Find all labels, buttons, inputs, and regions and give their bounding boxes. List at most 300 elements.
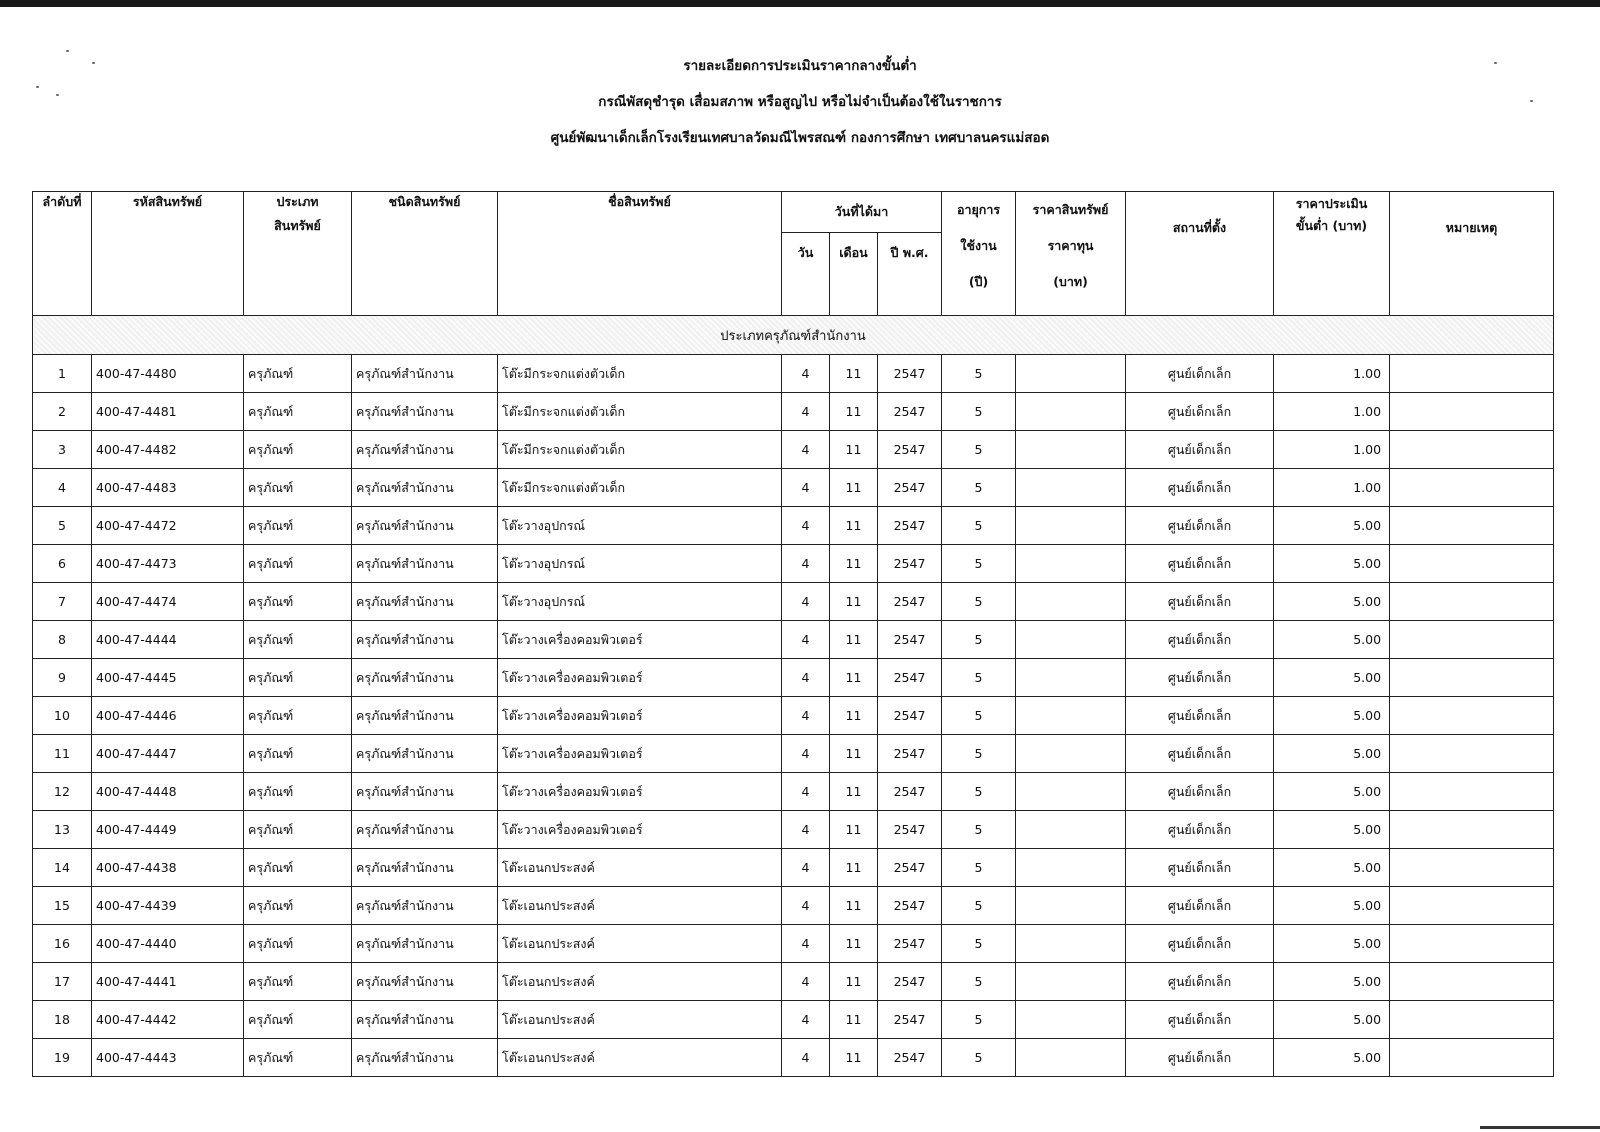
cell-location: ศูนย์เด็กเล็ก — [1126, 963, 1274, 1001]
header-min-evaluation — [1274, 192, 1390, 316]
cell-asset-name: โต๊ะเอนกประสงค์ — [498, 925, 782, 963]
cell-asset-kind: ครุภัณฑ์สำนักงาน — [352, 697, 498, 735]
cell-asset-name: โต๊ะวางอุปกรณ์ — [498, 583, 782, 621]
asset-evaluation-table — [32, 191, 1554, 1077]
document-header — [0, 48, 1600, 156]
table-row — [33, 811, 1554, 849]
cell-seq: 11 — [33, 735, 92, 773]
cell-year: 2547 — [878, 545, 942, 583]
table-row — [33, 849, 1554, 887]
cell-useful-life: 5 — [942, 697, 1016, 735]
cell-remark — [1390, 849, 1554, 887]
cell-asset-code: 400-47-4449 — [92, 811, 244, 849]
cell-useful-life: 5 — [942, 735, 1016, 773]
cell-asset-kind: ครุภัณฑ์สำนักงาน — [352, 393, 498, 431]
cell-min-evaluation: 5.00 — [1274, 849, 1390, 887]
cell-month: 11 — [830, 963, 878, 1001]
cell-seq: 17 — [33, 963, 92, 1001]
cell-location: ศูนย์เด็กเล็ก — [1126, 431, 1274, 469]
cell-remark — [1390, 621, 1554, 659]
cell-day: 4 — [782, 621, 830, 659]
cell-asset-kind: ครุภัณฑ์สำนักงาน — [352, 659, 498, 697]
cell-month: 11 — [830, 773, 878, 811]
cell-asset-price — [1016, 925, 1126, 963]
cell-asset-code: 400-47-4474 — [92, 583, 244, 621]
cell-location: ศูนย์เด็กเล็ก — [1126, 659, 1274, 697]
cell-month: 11 — [830, 925, 878, 963]
cell-year: 2547 — [878, 431, 942, 469]
cell-asset-kind: ครุภัณฑ์สำนักงาน — [352, 507, 498, 545]
table-row — [33, 469, 1554, 507]
document-subtitle: กรณีพัสดุชำรุด เสื่อมสภาพ หรือสูญไป หรือไม่จำเป็นต้องใช้ในราชการ — [598, 94, 1002, 110]
cell-useful-life: 5 — [942, 887, 1016, 925]
cell-location: ศูนย์เด็กเล็ก — [1126, 849, 1274, 887]
cell-remark — [1390, 545, 1554, 583]
table-row — [33, 507, 1554, 545]
cell-asset-kind: ครุภัณฑ์สำนักงาน — [352, 1001, 498, 1039]
cell-seq: 9 — [33, 659, 92, 697]
cell-seq: 3 — [33, 431, 92, 469]
header-location: สถานที่ตั้ง — [1126, 192, 1274, 316]
cell-location: ศูนย์เด็กเล็ก — [1126, 1039, 1274, 1077]
cell-location: ศูนย์เด็กเล็ก — [1126, 925, 1274, 963]
cell-remark — [1390, 583, 1554, 621]
cell-asset-name: โต๊ะวางเครื่องคอมพิวเตอร์ — [498, 621, 782, 659]
cell-location: ศูนย์เด็กเล็ก — [1126, 735, 1274, 773]
cell-seq: 16 — [33, 925, 92, 963]
cell-remark — [1390, 431, 1554, 469]
scan-edge-bottom — [1480, 1126, 1600, 1129]
cell-asset-type: ครุภัณฑ์ — [244, 507, 352, 545]
cell-location: ศูนย์เด็กเล็ก — [1126, 773, 1274, 811]
cell-remark — [1390, 469, 1554, 507]
cell-asset-code: 400-47-4443 — [92, 1039, 244, 1077]
cell-asset-name: โต๊ะวางเครื่องคอมพิวเตอร์ — [498, 697, 782, 735]
header-day: วัน — [782, 233, 830, 316]
cell-year: 2547 — [878, 773, 942, 811]
cell-location: ศูนย์เด็กเล็ก — [1126, 355, 1274, 393]
cell-year: 2547 — [878, 887, 942, 925]
header-asset-price-line1: ราคาสินทรัพย์ — [1032, 202, 1109, 217]
cell-month: 11 — [830, 469, 878, 507]
cell-useful-life: 5 — [942, 659, 1016, 697]
cell-asset-price — [1016, 963, 1126, 1001]
cell-asset-kind: ครุภัณฑ์สำนักงาน — [352, 621, 498, 659]
cell-asset-type: ครุภัณฑ์ — [244, 583, 352, 621]
cell-asset-kind: ครุภัณฑ์สำนักงาน — [352, 735, 498, 773]
cell-asset-type: ครุภัณฑ์ — [244, 1001, 352, 1039]
cell-location: ศูนย์เด็กเล็ก — [1126, 393, 1274, 431]
cell-asset-price — [1016, 1001, 1126, 1039]
header-useful-life-line2: ใช้งาน — [960, 238, 997, 253]
cell-asset-name: โต๊ะวางเครื่องคอมพิวเตอร์ — [498, 659, 782, 697]
header-asset-price — [1016, 192, 1126, 316]
cell-year: 2547 — [878, 735, 942, 773]
cell-day: 4 — [782, 1001, 830, 1039]
cell-asset-code: 400-47-4480 — [92, 355, 244, 393]
cell-day: 4 — [782, 925, 830, 963]
cell-asset-kind: ครุภัณฑ์สำนักงาน — [352, 583, 498, 621]
cell-seq: 1 — [33, 355, 92, 393]
cell-remark — [1390, 659, 1554, 697]
cell-asset-type: ครุภัณฑ์ — [244, 963, 352, 1001]
table-header — [33, 192, 1554, 316]
group-label: ประเภทครุภัณฑ์สำนักงาน — [33, 316, 1554, 355]
cell-seq: 6 — [33, 545, 92, 583]
cell-day: 4 — [782, 507, 830, 545]
cell-day: 4 — [782, 773, 830, 811]
cell-asset-type: ครุภัณฑ์ — [244, 659, 352, 697]
cell-year: 2547 — [878, 811, 942, 849]
cell-asset-name: โต๊ะเอนกประสงค์ — [498, 1039, 782, 1077]
cell-remark — [1390, 393, 1554, 431]
cell-asset-code: 400-47-4439 — [92, 887, 244, 925]
cell-asset-name: โต๊ะเอนกประสงค์ — [498, 849, 782, 887]
cell-asset-type: ครุภัณฑ์ — [244, 773, 352, 811]
cell-month: 11 — [830, 659, 878, 697]
cell-remark — [1390, 697, 1554, 735]
header-min-evaluation-line1: ราคาประเมิน — [1295, 196, 1368, 211]
cell-asset-type: ครุภัณฑ์ — [244, 393, 352, 431]
cell-asset-type: ครุภัณฑ์ — [244, 545, 352, 583]
cell-location: ศูนย์เด็กเล็ก — [1126, 583, 1274, 621]
cell-min-evaluation: 5.00 — [1274, 659, 1390, 697]
cell-asset-kind: ครุภัณฑ์สำนักงาน — [352, 545, 498, 583]
cell-month: 11 — [830, 583, 878, 621]
cell-asset-kind: ครุภัณฑ์สำนักงาน — [352, 1039, 498, 1077]
cell-min-evaluation: 5.00 — [1274, 773, 1390, 811]
cell-asset-price — [1016, 811, 1126, 849]
header-acquired-date: วันที่ได้มา — [782, 192, 942, 233]
table-row — [33, 1039, 1554, 1077]
cell-remark — [1390, 887, 1554, 925]
cell-useful-life: 5 — [942, 431, 1016, 469]
cell-location: ศูนย์เด็กเล็ก — [1126, 1001, 1274, 1039]
cell-day: 4 — [782, 1039, 830, 1077]
cell-asset-code: 400-47-4447 — [92, 735, 244, 773]
cell-asset-name: โต๊ะมีกระจกแต่งตัวเด็ก — [498, 469, 782, 507]
cell-year: 2547 — [878, 925, 942, 963]
cell-seq: 7 — [33, 583, 92, 621]
cell-asset-name: โต๊ะมีกระจกแต่งตัวเด็ก — [498, 355, 782, 393]
cell-day: 4 — [782, 963, 830, 1001]
cell-year: 2547 — [878, 583, 942, 621]
cell-month: 11 — [830, 621, 878, 659]
cell-year: 2547 — [878, 393, 942, 431]
header-remark: หมายเหตุ — [1390, 192, 1554, 316]
cell-asset-code: 400-47-4440 — [92, 925, 244, 963]
cell-month: 11 — [830, 697, 878, 735]
cell-asset-kind: ครุภัณฑ์สำนักงาน — [352, 355, 498, 393]
cell-asset-price — [1016, 659, 1126, 697]
cell-seq: 18 — [33, 1001, 92, 1039]
cell-asset-type: ครุภัณฑ์ — [244, 735, 352, 773]
cell-useful-life: 5 — [942, 583, 1016, 621]
cell-min-evaluation: 1.00 — [1274, 469, 1390, 507]
cell-month: 11 — [830, 1001, 878, 1039]
cell-day: 4 — [782, 735, 830, 773]
cell-day: 4 — [782, 545, 830, 583]
cell-useful-life: 5 — [942, 545, 1016, 583]
cell-asset-kind: ครุภัณฑ์สำนักงาน — [352, 925, 498, 963]
table-row — [33, 887, 1554, 925]
cell-year: 2547 — [878, 469, 942, 507]
cell-year: 2547 — [878, 355, 942, 393]
table-row — [33, 545, 1554, 583]
table-row — [33, 1001, 1554, 1039]
cell-year: 2547 — [878, 507, 942, 545]
cell-useful-life: 5 — [942, 469, 1016, 507]
cell-day: 4 — [782, 583, 830, 621]
cell-min-evaluation: 5.00 — [1274, 1039, 1390, 1077]
cell-remark — [1390, 1039, 1554, 1077]
cell-day: 4 — [782, 393, 830, 431]
cell-asset-code: 400-47-4438 — [92, 849, 244, 887]
cell-year: 2547 — [878, 659, 942, 697]
cell-location: ศูนย์เด็กเล็ก — [1126, 887, 1274, 925]
cell-asset-name: โต๊ะเอนกประสงค์ — [498, 963, 782, 1001]
cell-year: 2547 — [878, 1001, 942, 1039]
cell-asset-price — [1016, 1039, 1126, 1077]
cell-day: 4 — [782, 697, 830, 735]
cell-asset-kind: ครุภัณฑ์สำนักงาน — [352, 431, 498, 469]
cell-asset-name: โต๊ะวางอุปกรณ์ — [498, 507, 782, 545]
cell-min-evaluation: 5.00 — [1274, 697, 1390, 735]
header-asset-name: ชื่อสินทรัพย์ — [498, 192, 782, 316]
cell-asset-name: โต๊ะวางเครื่องคอมพิวเตอร์ — [498, 811, 782, 849]
table-row — [33, 393, 1554, 431]
cell-asset-price — [1016, 773, 1126, 811]
cell-useful-life: 5 — [942, 773, 1016, 811]
cell-useful-life: 5 — [942, 355, 1016, 393]
cell-asset-price — [1016, 697, 1126, 735]
cell-asset-type: ครุภัณฑ์ — [244, 697, 352, 735]
table-row — [33, 697, 1554, 735]
header-useful-life-line3: (ปี) — [968, 274, 989, 289]
header-asset-price-line2: ราคาทุน — [1047, 238, 1094, 253]
cell-year: 2547 — [878, 621, 942, 659]
cell-month: 11 — [830, 355, 878, 393]
table-row — [33, 735, 1554, 773]
cell-useful-life: 5 — [942, 1039, 1016, 1077]
cell-seq: 19 — [33, 1039, 92, 1077]
table-row — [33, 583, 1554, 621]
cell-remark — [1390, 1001, 1554, 1039]
cell-asset-price — [1016, 887, 1126, 925]
cell-year: 2547 — [878, 1039, 942, 1077]
cell-location: ศูนย์เด็กเล็ก — [1126, 545, 1274, 583]
document-title: รายละเอียดการประเมินราคากลางขั้นต่ำ — [683, 58, 917, 74]
cell-asset-kind: ครุภัณฑ์สำนักงาน — [352, 773, 498, 811]
cell-seq: 14 — [33, 849, 92, 887]
cell-useful-life: 5 — [942, 849, 1016, 887]
cell-min-evaluation: 5.00 — [1274, 1001, 1390, 1039]
table-row — [33, 963, 1554, 1001]
cell-asset-code: 400-47-4473 — [92, 545, 244, 583]
cell-seq: 4 — [33, 469, 92, 507]
cell-month: 11 — [830, 849, 878, 887]
cell-asset-name: โต๊ะเอนกประสงค์ — [498, 1001, 782, 1039]
cell-min-evaluation: 1.00 — [1274, 431, 1390, 469]
cell-day: 4 — [782, 887, 830, 925]
cell-location: ศูนย์เด็กเล็ก — [1126, 697, 1274, 735]
cell-seq: 2 — [33, 393, 92, 431]
cell-year: 2547 — [878, 963, 942, 1001]
cell-seq: 13 — [33, 811, 92, 849]
cell-remark — [1390, 507, 1554, 545]
table-body — [33, 316, 1554, 1077]
cell-min-evaluation: 5.00 — [1274, 583, 1390, 621]
document-organization: ศูนย์พัฒนาเด็กเล็กโรงเรียนเทศบาลวัดมณีไพรสณฑ์ กองการศึกษา เทศบาลนครแม่สอด — [550, 130, 1050, 146]
cell-min-evaluation: 1.00 — [1274, 355, 1390, 393]
cell-asset-name: โต๊ะวางอุปกรณ์ — [498, 545, 782, 583]
cell-month: 11 — [830, 393, 878, 431]
cell-asset-type: ครุภัณฑ์ — [244, 1039, 352, 1077]
cell-month: 11 — [830, 735, 878, 773]
cell-remark — [1390, 811, 1554, 849]
cell-min-evaluation: 5.00 — [1274, 545, 1390, 583]
cell-year: 2547 — [878, 849, 942, 887]
cell-month: 11 — [830, 545, 878, 583]
header-useful-life-line1: อายุการ — [956, 202, 1001, 217]
cell-remark — [1390, 925, 1554, 963]
cell-day: 4 — [782, 659, 830, 697]
cell-asset-type: ครุภัณฑ์ — [244, 355, 352, 393]
cell-day: 4 — [782, 811, 830, 849]
cell-asset-name: โต๊ะเอนกประสงค์ — [498, 887, 782, 925]
cell-useful-life: 5 — [942, 1001, 1016, 1039]
table-row — [33, 659, 1554, 697]
cell-asset-kind: ครุภัณฑ์สำนักงาน — [352, 887, 498, 925]
header-asset-type-line1: ประเภท — [276, 194, 319, 209]
cell-asset-price — [1016, 431, 1126, 469]
cell-remark — [1390, 355, 1554, 393]
cell-asset-price — [1016, 849, 1126, 887]
cell-month: 11 — [830, 507, 878, 545]
cell-day: 4 — [782, 849, 830, 887]
cell-useful-life: 5 — [942, 621, 1016, 659]
header-year: ปี พ.ศ. — [878, 233, 942, 316]
cell-asset-name: โต๊ะวางเครื่องคอมพิวเตอร์ — [498, 773, 782, 811]
header-month: เดือน — [830, 233, 878, 316]
cell-year: 2547 — [878, 697, 942, 735]
scan-edge-top — [0, 0, 1600, 7]
cell-month: 11 — [830, 811, 878, 849]
cell-asset-type: ครุภัณฑ์ — [244, 849, 352, 887]
header-asset-price-line3: (บาท) — [1053, 274, 1088, 289]
table-row — [33, 925, 1554, 963]
group-row — [33, 316, 1554, 355]
cell-asset-code: 400-47-4448 — [92, 773, 244, 811]
cell-asset-type: ครุภัณฑ์ — [244, 811, 352, 849]
cell-seq: 15 — [33, 887, 92, 925]
cell-useful-life: 5 — [942, 811, 1016, 849]
cell-asset-code: 400-47-4472 — [92, 507, 244, 545]
cell-seq: 12 — [33, 773, 92, 811]
cell-asset-price — [1016, 545, 1126, 583]
header-useful-life — [942, 192, 1016, 316]
cell-min-evaluation: 1.00 — [1274, 393, 1390, 431]
cell-location: ศูนย์เด็กเล็ก — [1126, 469, 1274, 507]
header-asset-type — [244, 192, 352, 316]
cell-location: ศูนย์เด็กเล็ก — [1126, 507, 1274, 545]
cell-asset-price — [1016, 355, 1126, 393]
cell-asset-name: โต๊ะวางเครื่องคอมพิวเตอร์ — [498, 735, 782, 773]
cell-asset-price — [1016, 507, 1126, 545]
cell-asset-kind: ครุภัณฑ์สำนักงาน — [352, 963, 498, 1001]
header-asset-code: รหัสสินทรัพย์ — [92, 192, 244, 316]
cell-seq: 10 — [33, 697, 92, 735]
cell-asset-code: 400-47-4483 — [92, 469, 244, 507]
cell-min-evaluation: 5.00 — [1274, 621, 1390, 659]
cell-asset-code: 400-47-4442 — [92, 1001, 244, 1039]
cell-remark — [1390, 735, 1554, 773]
cell-min-evaluation: 5.00 — [1274, 507, 1390, 545]
cell-location: ศูนย์เด็กเล็ก — [1126, 621, 1274, 659]
header-seq: ลำดับที่ — [33, 192, 92, 316]
cell-asset-code: 400-47-4481 — [92, 393, 244, 431]
cell-asset-price — [1016, 393, 1126, 431]
cell-min-evaluation: 5.00 — [1274, 925, 1390, 963]
table-row — [33, 355, 1554, 393]
cell-asset-type: ครุภัณฑ์ — [244, 431, 352, 469]
cell-asset-code: 400-47-4441 — [92, 963, 244, 1001]
header-asset-type-line2: สินทรัพย์ — [274, 218, 321, 233]
cell-asset-name: โต๊ะมีกระจกแต่งตัวเด็ก — [498, 431, 782, 469]
cell-seq: 5 — [33, 507, 92, 545]
cell-min-evaluation: 5.00 — [1274, 963, 1390, 1001]
table-row — [33, 431, 1554, 469]
cell-remark — [1390, 773, 1554, 811]
cell-asset-type: ครุภัณฑ์ — [244, 621, 352, 659]
cell-seq: 8 — [33, 621, 92, 659]
cell-min-evaluation: 5.00 — [1274, 887, 1390, 925]
table-row — [33, 773, 1554, 811]
cell-month: 11 — [830, 431, 878, 469]
cell-month: 11 — [830, 887, 878, 925]
cell-location: ศูนย์เด็กเล็ก — [1126, 811, 1274, 849]
cell-month: 11 — [830, 1039, 878, 1077]
cell-asset-name: โต๊ะมีกระจกแต่งตัวเด็ก — [498, 393, 782, 431]
table-row — [33, 621, 1554, 659]
cell-asset-price — [1016, 735, 1126, 773]
cell-useful-life: 5 — [942, 963, 1016, 1001]
cell-asset-price — [1016, 583, 1126, 621]
cell-day: 4 — [782, 431, 830, 469]
header-asset-kind: ชนิดสินทรัพย์ — [352, 192, 498, 316]
cell-asset-type: ครุภัณฑ์ — [244, 469, 352, 507]
cell-asset-kind: ครุภัณฑ์สำนักงาน — [352, 811, 498, 849]
cell-asset-code: 400-47-4444 — [92, 621, 244, 659]
cell-asset-price — [1016, 469, 1126, 507]
header-min-evaluation-line2: ขั้นต่ำ (บาท) — [1295, 218, 1368, 233]
cell-day: 4 — [782, 469, 830, 507]
cell-asset-code: 400-47-4482 — [92, 431, 244, 469]
cell-asset-code: 400-47-4445 — [92, 659, 244, 697]
cell-asset-price — [1016, 621, 1126, 659]
cell-day: 4 — [782, 355, 830, 393]
cell-useful-life: 5 — [942, 393, 1016, 431]
cell-asset-kind: ครุภัณฑ์สำนักงาน — [352, 469, 498, 507]
cell-asset-code: 400-47-4446 — [92, 697, 244, 735]
cell-min-evaluation: 5.00 — [1274, 735, 1390, 773]
cell-asset-type: ครุภัณฑ์ — [244, 925, 352, 963]
cell-useful-life: 5 — [942, 507, 1016, 545]
cell-asset-kind: ครุภัณฑ์สำนักงาน — [352, 849, 498, 887]
cell-useful-life: 5 — [942, 925, 1016, 963]
cell-min-evaluation: 5.00 — [1274, 811, 1390, 849]
cell-remark — [1390, 963, 1554, 1001]
